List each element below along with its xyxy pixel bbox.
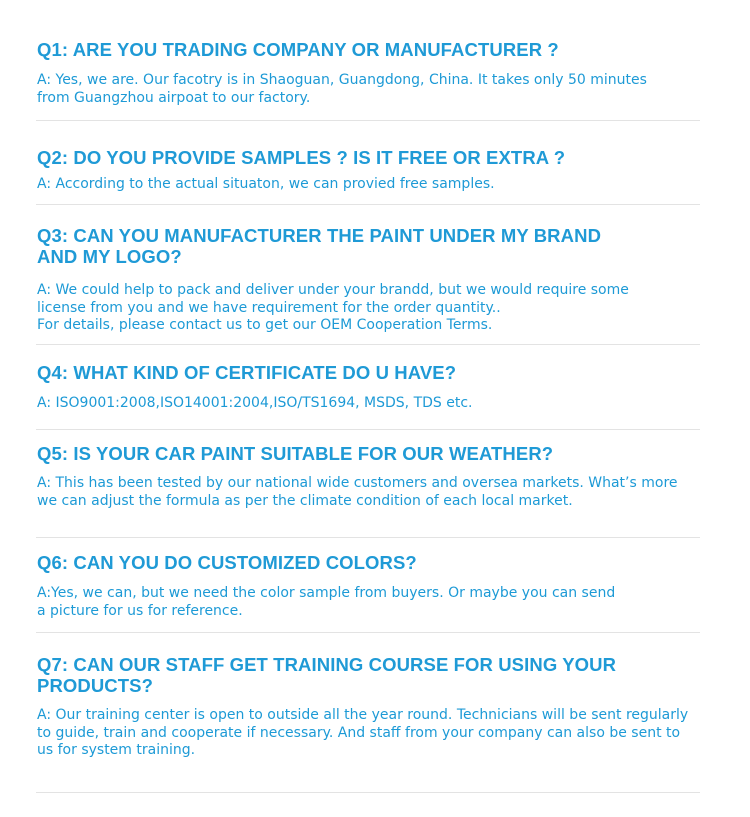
faq-question-2: Q2: DO YOU PROVIDE SAMPLES ? IS IT FREE OR EXTRA ?	[37, 147, 566, 168]
faq-question-3: Q3: CAN YOU MANUFACTURER THE PAINT UNDER MY BRAND AND MY LOGO?	[37, 225, 602, 267]
faq-answer-3: A: We could help to pack and deliver under your brandd, but we would require some license from you and we have requirement for the order quantity.. For details, please contact us to get our OEM Cooperation Terms.	[37, 282, 629, 333]
faq-question-7: Q7: CAN OUR STAFF GET TRAINING COURSE FOR USING YOUR PRODUCTS?	[37, 654, 617, 696]
faq-divider	[36, 632, 700, 633]
faq-answer-6: A:Yes, we can, but we need the color sample from buyers. Or maybe you can send a picture for us for reference.	[37, 585, 616, 619]
faq-answer-1: A: Yes, we are. Our facotry is in Shaoguan, Guangdong, China. It takes only 50 minutes from Guangzhou airpoat to our factory.	[37, 72, 647, 106]
faq-question-6: Q6: CAN YOU DO CUSTOMIZED COLORS?	[37, 552, 417, 573]
faq-divider	[36, 344, 700, 345]
faq-question-5: Q5: IS YOUR CAR PAINT SUITABLE FOR OUR WEATHER?	[37, 443, 554, 464]
faq-divider	[36, 537, 700, 538]
faq-question-1: Q1: ARE YOU TRADING COMPANY OR MANUFACTURER ?	[37, 39, 559, 60]
faq-divider	[36, 429, 700, 430]
faq-answer-5: A: This has been tested by our national wide customers and oversea markets. What’s more we can adjust the formula as per the climate condition of each local market.	[37, 475, 678, 509]
faq-divider	[36, 792, 700, 793]
faq-question-4: Q4: WHAT KIND OF CERTIFICATE DO U HAVE?	[37, 362, 457, 383]
faq-divider	[36, 120, 700, 121]
faq-divider	[36, 204, 700, 205]
faq-answer-2: A: According to the actual situaton, we can provied free samples.	[37, 176, 495, 192]
faq-answer-4: A: ISO9001:2008,ISO14001:2004,ISO/TS1694, MSDS, TDS etc.	[37, 395, 473, 411]
faq-answer-7: A: Our training center is open to outside all the year round. Technicians will be sent regularly to guide, train and cooperate if necessary. And staff from your company can also be sent to us for system training.	[37, 707, 689, 758]
